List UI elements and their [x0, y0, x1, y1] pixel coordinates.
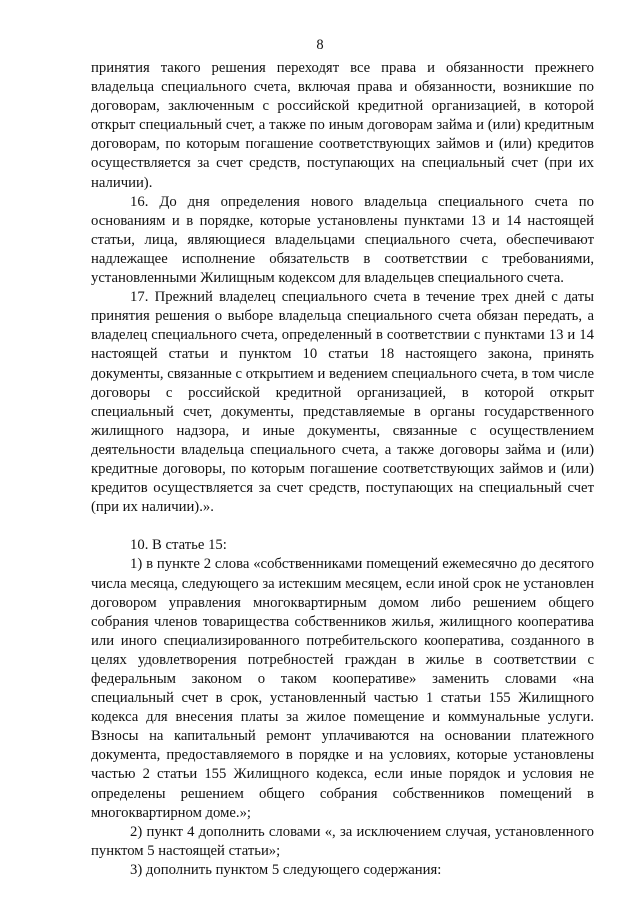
document-body: [91, 59, 594, 880]
section-heading-article-15: 10. В статье 15:: [130, 537, 227, 554]
paragraph-item-17: 17. Прежний владелец специального счета в течение трех дней с даты принятия решения о выборе владельца специального счета обязан передать, а владелец специального счета, определенный в соответствии с пунктами 13 и 14 настоящей статьи и пунктом 10 статьи 18 настоящего закона, принять документы, связанные с открытием и ведением специального счета, в том числе договоры с российской кредитной организацией, в которой открыт специальный счет, документы, представляемые в органы государственного жилищного надзора, и иные документы, связанные с осуществлением деятельности владельца специального счета, а также договоры займа и (или) кредитные договоры, по которым погашение соответствующих займов и (или) кредитов осуществляется за счет средств, поступающих на специальный счет (при их наличии).».: [91, 289, 594, 516]
paragraph-continuation: принятия такого решения переходят все права и обязанности прежнего владельца специального счета, включая права и обязанности, возникшие по договорам, заключенным с российской кредитной организацией, в которой открыт специальный счет, а также по иным договорам займа и (или) кредитным договорам, по которым погашение соответствующих займов и (или) кредитов осуществляется за счет средств, поступающих на специальный счет (при их наличии).: [91, 60, 594, 191]
paragraph-item-16: 16. До дня определения нового владельца специального счета по основаниям и в порядке, которые установлены пунктами 13 и 14 настоящей статьи, лица, являющиеся владельцами специального счета, обеспечивают надлежащее исполнение обязательств в соответствии с требованиями, установленными Жилищным кодексом для владельцев специального счета.: [91, 193, 594, 287]
paragraph-spacer: [91, 517, 594, 536]
amendment-item-2: 2) пункт 4 дополнить словами «, за исключением случая, установленного пунктом 5 настоящей статьи»;: [91, 823, 594, 859]
amendment-item-1: 1) в пункте 2 слова «собственниками помещений ежемесячно до десятого числа месяца, следующего за истекшим месяцем, если иной срок не установлен договором управления многоквартирным домом либо решением общего собрания членов товарищества собственников жилья, жилищного кооператива или иного специализированного потребительского кооператива, созданного в целях удовлетворения потребностей граждан в жилье в соответствии с федеральным законом о таком кооперативе» заменить словами «на специальный счет в срок, установленный частью 1 статьи 155 Жилищного кодекса для внесения платы за жилое помещение и коммунальные услуги. Взносы на капитальный ремонт уплачиваются на основании платежного документа, предоставляемого в порядке и на условиях, которые установлены частью 2 статьи 155 Жилищного кодекса, если иные порядок и условия не определены решением общего собрания собственников помещений в многоквартирном доме.»;: [91, 556, 594, 821]
amendment-item-3: 3) дополнить пунктом 5 следующего содержания:: [130, 861, 442, 878]
page-number: 8: [316, 37, 324, 53]
